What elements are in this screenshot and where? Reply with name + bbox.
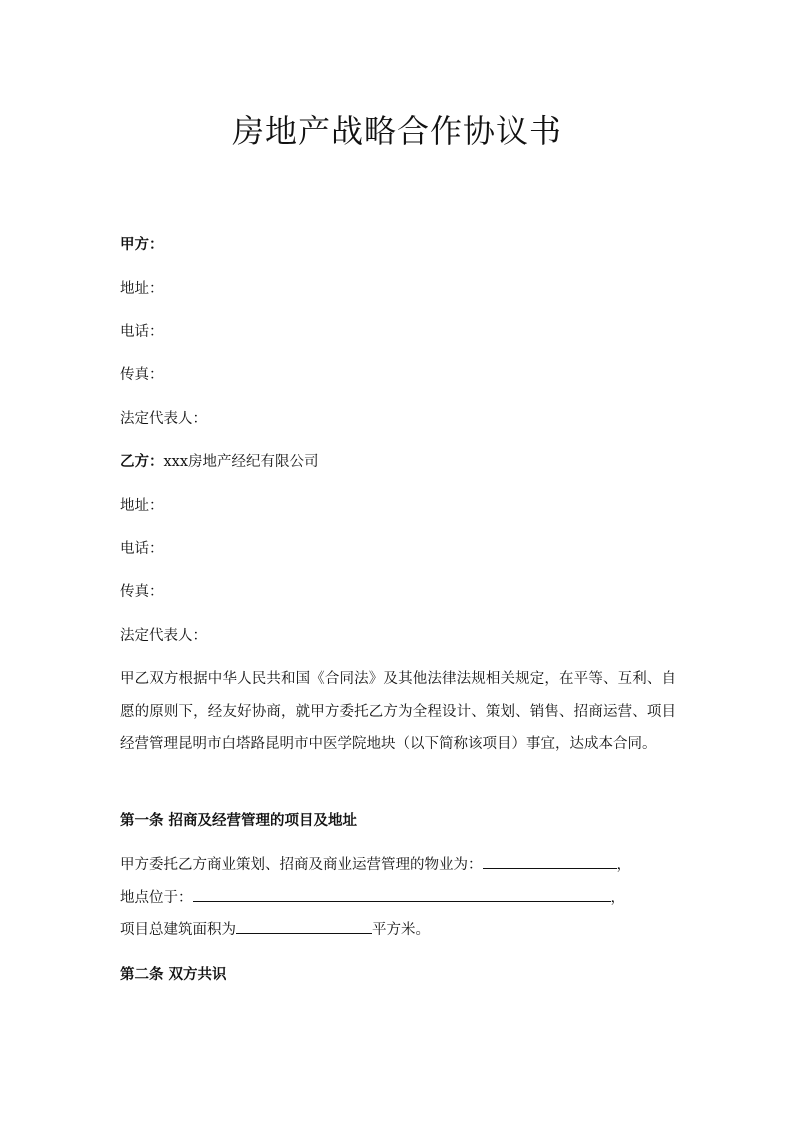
area-label: 项目总建筑面积为 <box>120 922 236 938</box>
document-title: 房地产战略合作协议书 <box>231 112 562 150</box>
party-b-label: 乙方： <box>120 453 164 470</box>
party-b-line <box>120 450 319 471</box>
location-blank[interactable] <box>193 887 611 902</box>
comma: ， <box>616 857 631 873</box>
party-b-address: 地址： <box>120 498 164 514</box>
article-1-area-line <box>120 918 430 939</box>
party-b-legal-rep: 法定代表人： <box>120 628 207 644</box>
party-a-legal-rep: 法定代表人： <box>120 411 207 427</box>
party-b-name: xxx房地产经纪有限公司 <box>163 454 319 470</box>
party-b-fax: 传真： <box>120 584 164 600</box>
party-a-label: 甲方： <box>120 236 164 253</box>
article-1-location-line <box>120 886 625 907</box>
article-2-heading: 第二条 双方共识 <box>120 966 227 983</box>
party-a-phone: 电话： <box>120 324 164 340</box>
area-unit: 平方米。 <box>372 922 430 938</box>
property-label: 甲方委托乙方商业策划、招商及商业运营管理的物业为： <box>120 857 483 873</box>
party-a-fax: 传真： <box>120 367 164 383</box>
area-blank[interactable] <box>236 919 372 934</box>
party-b-phone: 电话： <box>120 541 164 557</box>
preamble-paragraph: 甲乙双方根据中华人民共和国《合同法》及其他法律法规相关规定，在平等、互利、自愿的原则下，经友好协商，就甲方委托乙方为全程设计、策划、销售、招商运营、项目经营管理昆明市白塔路昆明市中医学院地块（以下简称该项目）事宜，达成本合同。 <box>120 671 676 753</box>
comma: ， <box>610 890 625 906</box>
location-label: 地点位于： <box>120 890 193 906</box>
article-1-property-line <box>120 853 631 874</box>
property-blank[interactable] <box>483 854 617 869</box>
article-1-heading: 第一条 招商及经营管理的项目及地址 <box>120 812 358 829</box>
party-a-address: 地址： <box>120 281 164 297</box>
